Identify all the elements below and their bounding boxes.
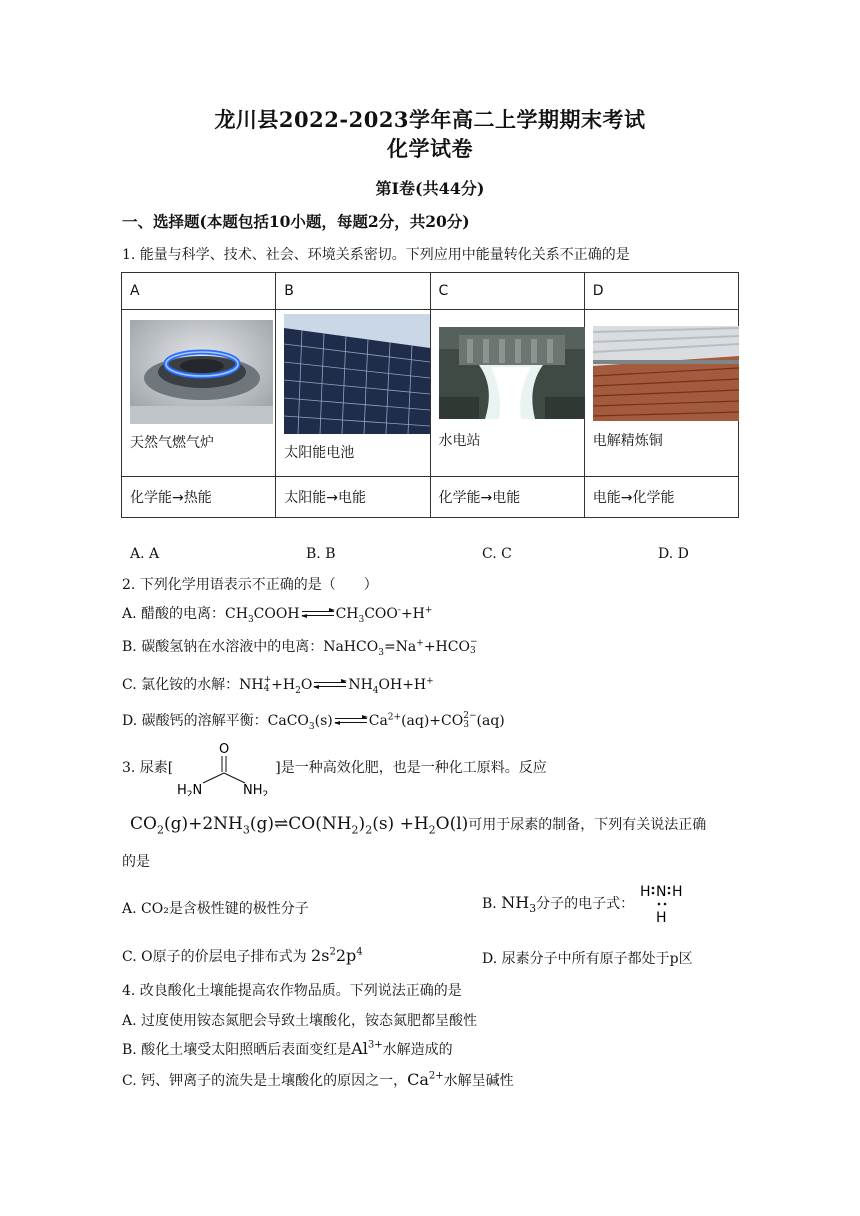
conversion-b: 太阳能→电能 [276,477,430,518]
q3-stem-post: ]是一种高效化肥，也是一种化工原料。反应 [275,760,547,776]
q1-option-c: C. C [482,546,512,562]
svg-text:O: O [219,742,230,757]
q3-equation-suffix: 可用于尿素的制备，下列有关说法正确 [468,817,707,833]
urea-structure-image [173,740,275,796]
q2-option-d [122,710,505,730]
table-image-cell-a [122,310,276,477]
equilibrium-arrow-icon [300,610,336,618]
q4-stem: 4. 改良酸化土壤能提高农作物品质。下列说法正确的是 [122,983,462,999]
table-header-d: D [584,273,738,310]
q1-options-table [121,272,739,518]
q3-option-c-label: C. O原子的价层电子排布式为 [122,949,307,965]
q4-option-a: A. 过度使用铵态氮肥会导致土壤酸化，铵态氮肥都呈酸性 [122,1013,478,1029]
caption-a: 天然气燃气炉 [130,435,214,451]
q1-option-a: A. A [130,546,160,562]
table-header-c: C [430,273,584,310]
q4-option-b [122,1039,453,1059]
equilibrium-arrow-icon [333,717,369,725]
q2-option-a-label: A. 醋酸的电离： [122,606,226,622]
q2-option-d-label: D. 碳酸钙的溶解平衡： [122,713,268,729]
equilibrium-arrow-icon [312,681,348,689]
svg-text:H: H [640,884,651,900]
q2-stem: 2. 下列化学用语表示不正确的是（ ） [122,577,378,593]
q3-option-b-label: B. [482,896,497,912]
gas-stove-image [130,320,273,424]
q4-option-b-text: 水解造成的 [382,1042,453,1058]
copper-refining-image [593,326,739,421]
exam-subtitle: 化学试卷 [387,136,473,161]
table-image-cell-b [276,310,430,477]
caption-d: 电解精炼铜 [592,433,663,449]
q4-option-b-label: B. 酸化土壤受太阳照晒后表面变红是 [122,1042,352,1058]
svg-text:H: H [656,910,667,926]
svg-text:N: N [656,884,667,900]
q3-option-b [482,880,690,928]
q2-option-a-formula: $CH_3COOH$ $CH_3COO^-+H^+$ [225,605,433,625]
svg-text:NH2: $NH_2$ [243,783,269,796]
q3-option-a: A. CO₂是含极性键的极性分子 [122,901,309,917]
q1-option-d: D. D [658,546,689,562]
q3-option-b-formula: $NH_3$ [501,893,537,916]
q4-option-b-formula: $Al^{3+}$ [351,1039,383,1058]
table-header-a: A [122,273,276,310]
caption-c: 水电站 [438,433,481,449]
q2-option-c [122,674,434,694]
solar-panel-image [284,314,430,434]
q3-equation: $CO_2(g)+2NH_3(g)\rightleftharpoons CO(NH_2)_2(s) +H_2O(l)$ [130,814,469,837]
q2-option-b-label: B. 碳酸氢钠在水溶液中的电离： [122,639,324,655]
svg-text:H2N: $H_2N$ [177,783,203,796]
exam-title: 龙川县2022-2023学年高二上学期期末考试 [214,107,646,132]
nh3-lewis-structure-image [634,880,690,928]
q4-option-c-label: C. 钙、钾离子的流失是土壤酸化的原因之一， [122,1073,408,1089]
q3-equation-line [130,814,707,837]
volume-heading: 第Ⅰ卷(共44分) [375,179,485,198]
q1-option-b: B. B [306,546,336,562]
q3-option-d: D. 尿素分子中所有原子都处于p区 [482,951,693,967]
table-image-cell-c [430,310,584,477]
q2-option-c-formula: NH + 4 $+H_2O$ $NH_4OH+H^+$ [239,675,434,696]
q3-option-b-text: 分子的电子式： [536,896,635,912]
hydropower-dam-image [439,327,585,419]
section-heading: 一、选择题(本题包括10小题，每题2分，共20分) [122,212,470,231]
q4-option-c-text: 水解呈碱性 [443,1073,514,1089]
conversion-a: 化学能→热能 [122,477,276,518]
conversion-c: 化学能→电能 [430,477,584,518]
q3-stem-pre: 3. 尿素[ [122,760,174,776]
table-header-b: B [276,273,430,310]
q3-stem [122,740,547,796]
svg-text:H: H [672,884,683,900]
conversion-d: 电能→化学能 [584,477,738,518]
q2-option-b [122,636,478,656]
q3-stem-end: 的是 [122,854,150,870]
table-image-cell-d [584,310,738,477]
q2-option-d-formula: CaCO$_3$(s) $Ca^{2+}(aq)+CO$ 2− 3 (aq) [267,711,505,732]
q1-stem: 1. 能量与科学、技术、社会、环境关系密切。下列应用中能量转化关系不正确的是 [122,247,630,263]
q2-option-b-formula: NaHCO$_3$=Na++HCO − 3 [323,637,478,658]
q2-option-c-label: C. 氯化铵的水解： [122,677,240,693]
q3-option-c-formula: $2s^22p^4$ [311,946,363,965]
caption-b: 太阳能电池 [284,445,355,461]
q4-option-c [122,1070,514,1090]
q3-option-c [122,946,363,966]
q4-option-c-formula: $Ca^{2+}$ [407,1070,444,1089]
q2-option-a [122,603,432,623]
